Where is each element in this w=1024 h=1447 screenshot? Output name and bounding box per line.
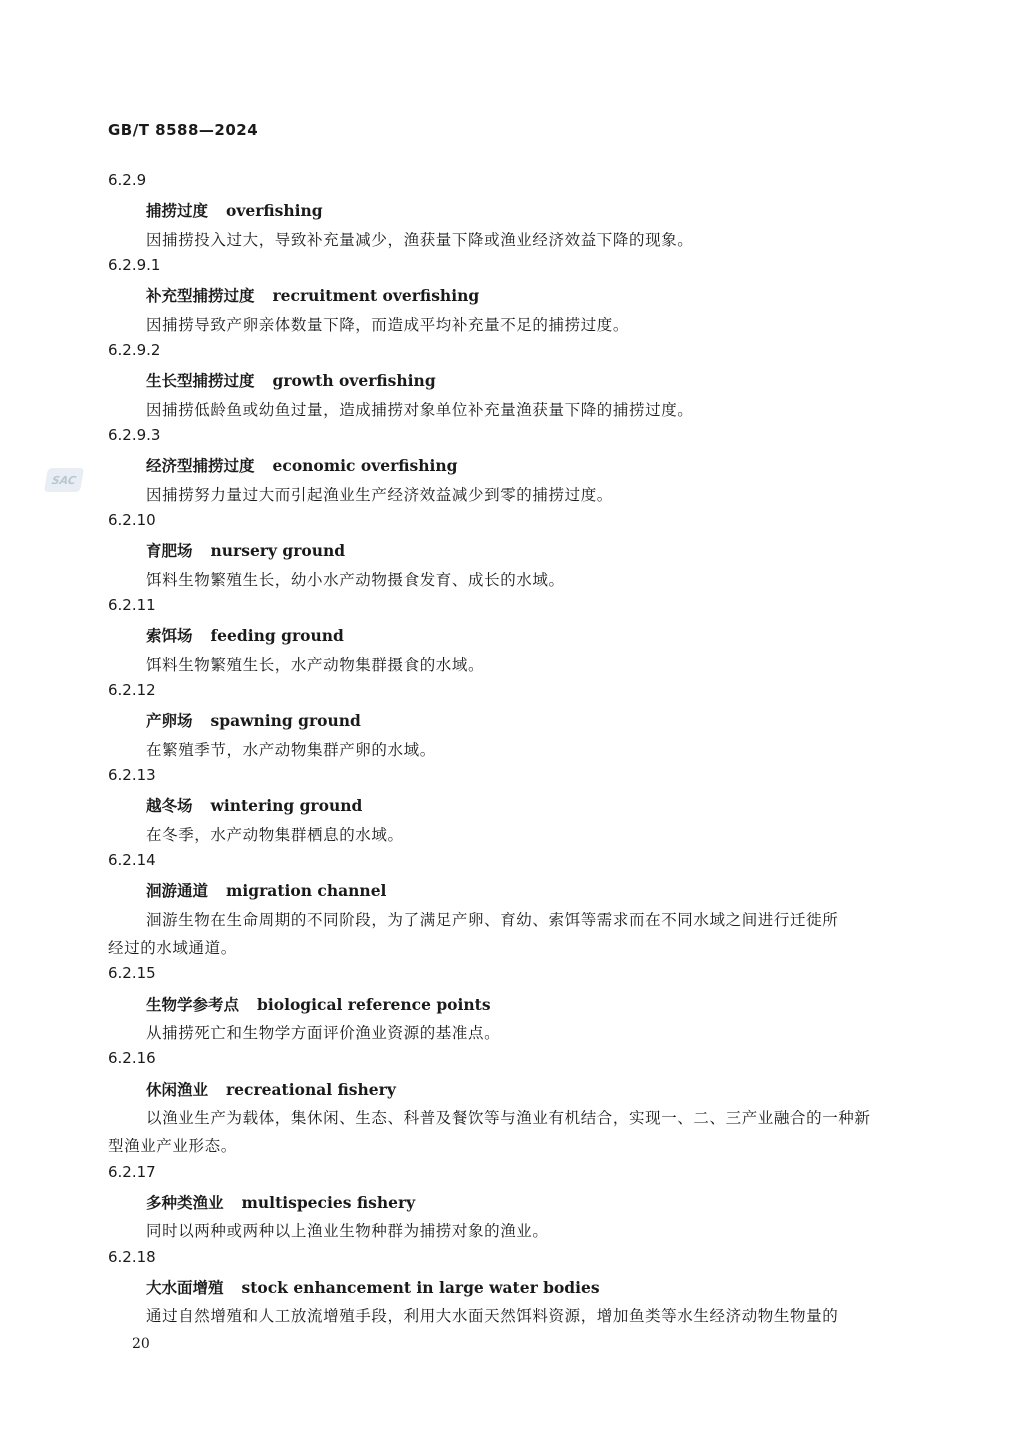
term-english: overfishing (226, 201, 323, 221)
term-definition: 型渔业产业形态。 (108, 1137, 237, 1156)
term-definition: 饵料生物繁殖生长，水产动物集群摄食的水域。 (146, 655, 485, 674)
term-english: feeding ground (210, 626, 344, 646)
term-definition: 因捕捞低龄鱼或幼鱼过量，造成捕捞对象单位补充量渔获量下降的捕捞过度。 (146, 400, 694, 419)
term-number: 6.2.18 (108, 1247, 156, 1266)
term-number: 6.2.10 (108, 510, 156, 529)
term-english: stock enhancement in large water bodies (241, 1277, 600, 1297)
term-english: recruitment overfishing (272, 286, 480, 306)
term-title (146, 1276, 600, 1298)
sac-watermark-logo: SAC (44, 468, 84, 492)
term-definition: 在冬季，水产动物集群栖息的水域。 (146, 825, 404, 844)
term-title (146, 993, 491, 1015)
term-number: 6.2.13 (108, 765, 156, 784)
term-english: migration channel (226, 881, 387, 901)
term-definition: 通过自然增殖和人工放流增殖手段，利用大水面天然饵料资源，增加鱼类等水生经济动物生物量的 (146, 1307, 839, 1326)
term-definition: 从捕捞死亡和生物学方面评价渔业资源的基准点。 (146, 1023, 501, 1042)
term-chinese: 经济型捕捞过度 (146, 457, 255, 476)
term-title (146, 879, 386, 901)
term-title (146, 709, 361, 731)
term-number: 6.2.11 (108, 595, 156, 614)
term-number: 6.2.17 (108, 1162, 156, 1181)
term-number: 6.2.9.2 (108, 340, 161, 359)
term-definition: 洄游生物在生命周期的不同阶段，为了满足产卵、育幼、索饵等需求而在不同水域之间进行迁徙所 (146, 910, 839, 929)
term-definition: 因捕捞努力量过大而引起渔业生产经济效益减少到零的捕捞过度。 (146, 485, 613, 504)
term-number: 6.2.15 (108, 964, 156, 983)
term-definition: 因捕捞投入过大，导致补充量减少，渔获量下降或渔业经济效益下降的现象。 (146, 230, 694, 249)
term-definition: 因捕捞导致产卵亲体数量下降，而造成平均补充量不足的捕捞过度。 (146, 315, 630, 334)
term-number: 6.2.9 (108, 171, 147, 189)
document-id: GB/T 8588—2024 (108, 121, 259, 139)
term-chinese: 休闲渔业 (146, 1080, 209, 1099)
term-english: biological reference points (257, 994, 491, 1014)
term-english: economic overfishing (272, 456, 458, 476)
term-number: 6.2.9.3 (108, 425, 161, 444)
term-chinese: 洄游通道 (146, 882, 209, 901)
term-chinese: 生长型捕捞过度 (146, 372, 255, 391)
page-number: 20 (132, 1336, 150, 1352)
term-english: growth overfishing (272, 371, 436, 391)
term-title (146, 1191, 415, 1213)
term-definition: 经过的水域通道。 (108, 938, 237, 957)
term-title (146, 794, 362, 816)
term-english: wintering ground (210, 796, 363, 816)
term-chinese: 补充型捕捞过度 (146, 287, 255, 306)
term-number: 6.2.9.1 (108, 255, 161, 274)
term-english: nursery ground (210, 541, 346, 561)
term-definition: 在繁殖季节，水产动物集群产卵的水域。 (146, 740, 436, 759)
term-title (146, 539, 345, 561)
term-chinese: 越冬场 (146, 797, 193, 816)
term-chinese: 大水面增殖 (146, 1278, 224, 1297)
term-definition: 以渔业生产为载体，集休闲、生态、科普及餐饮等与渔业有机结合，实现一、二、三产业融合的一种新 (146, 1108, 871, 1127)
term-title (146, 454, 458, 476)
term-chinese: 育肥场 (146, 542, 193, 561)
term-english: recreational fishery (226, 1079, 396, 1099)
term-title (146, 1078, 396, 1100)
term-chinese: 多种类渔业 (146, 1193, 224, 1212)
term-english: multispecies fishery (241, 1192, 416, 1212)
term-chinese: 索饵场 (146, 627, 193, 646)
term-number: 6.2.14 (108, 850, 156, 869)
term-number: 6.2.16 (108, 1049, 156, 1068)
term-title (146, 624, 344, 646)
term-title (146, 284, 479, 306)
term-chinese: 产卵场 (146, 712, 193, 731)
term-title (146, 199, 323, 221)
term-chinese: 捕捞过度 (146, 202, 209, 221)
term-number: 6.2.12 (108, 680, 156, 699)
term-definition: 同时以两种或两种以上渔业生物种群为捕捞对象的渔业。 (146, 1222, 549, 1241)
term-title (146, 369, 436, 391)
term-english: spawning ground (210, 711, 361, 731)
term-definition: 饵料生物繁殖生长，幼小水产动物摄食发育、成长的水域。 (146, 570, 565, 589)
term-chinese: 生物学参考点 (146, 995, 240, 1014)
